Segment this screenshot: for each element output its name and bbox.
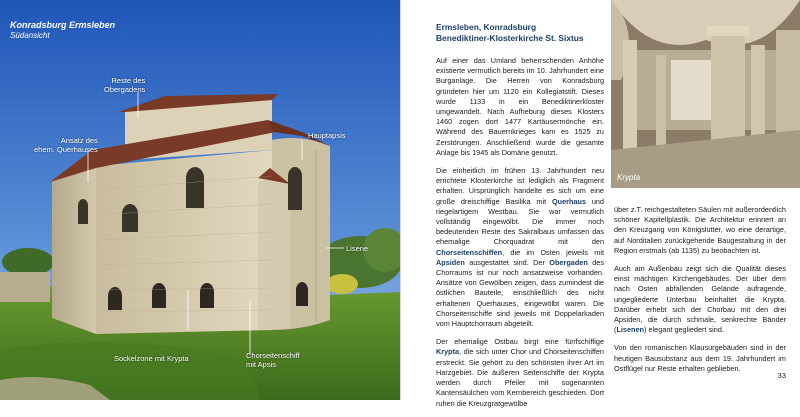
page-number: 33 [777,371,786,380]
paragraph-building: Die einheitlich im frühen 13. Jahrhundert neu errichtete Klosterkirche ist lediglich als Fragment erhalten. Ursprünglich handelte es sich um eine große dreischiffige Basilika mit Querhaus und riegelartigem Westbau. Sie war vermutlich vollständig eingewölbt. Die immer noch bedeutenden Reste des Sakralbaus umfassen das ehemalige Chorquadrat mit den Chorseitenschiffen, die im Osten jeweils mit Apsiden ausgestattet sind. Der Obergaden des Chorraums ist nur noch ansatzweise vorhanden. Ansätze von Gewölben zeigen, dass zumindest die östlichen Bauteile, einschließlich des nicht erhaltenen Querhauses, eingewölbt waren. Die Chorseitenschiffe sind jeweils mit Doppelarkaden vom Hauptchorraum abgeteilt. [436,166,604,329]
label-querhaus: Ansatz des ehem. Querhauses [34,136,98,155]
left-page [0,0,400,400]
caption-subtitle: Südansicht [10,31,50,41]
text-column-right [614,205,786,382]
paragraph-cloister: Von den romanischen Klausurgebäuden sind in der heutigen Bausubstanz aus dem 19. Jahrhundert im Ostflügel nur Reste erhalten geblieben. [614,343,786,373]
paragraph-exterior: Auch am Außenbau zeigt sich die Qualität dieses einst mächtigen Kirchengebäudes. Der über dem nach Osten abfallenden Gelände aufragende, ungegliederte Unterbau beinhaltet die Krypta. Darüber erhebt sich der Chorbau mit den drei Apsiden, die durch schmale, senkrechte Bänder (Lisenen) elegant gegliedert sind. [614,264,786,335]
paragraph-capitals: über z.T. reichgestalteten Säulen mit außerordentlich schöner Kapitellplastik. Die Architektur erinnert an den Kreuzgang von Königslutter, wo eine derartige, auf Norditalien zurückgehende Baugestaltung in der Region erstmals (ab 1135) zu beobachten ist. [614,205,786,255]
label-lisene: Lisene [346,244,369,253]
article-heading [436,22,606,44]
church-photo [0,0,400,400]
heading-place: Ermsleben, Konradsburg [436,22,537,32]
label-hauptapsis: Hauptapsis [308,131,346,140]
paragraph-history: Auf einer das Umland beherrschenden Anhöhe existierte vermutlich bereits im 10. Jahrhundert eine Burganlage. Die Herren von Konradsburg gründeten hier um 1120 ein Kollegiatstift. Dieses wurde 1133 in ein Benediktinerkloster umgewandelt. Nach Aufhebung dieses Klosters 1460 zogen dort 1477 Kartäusermönche ein. Während des Bauernkrieges kam es 1525 zu Zerstörungen. Anschließend wurde die gesamte Anlage bis 1945 als Domäne genutzt. [436,56,604,157]
text-column-left [436,56,604,417]
crypt-caption: Krypta [617,173,641,182]
garden-wall [0,272,50,302]
label-sockelzone: Sockelzone mit Krypta [114,354,189,363]
label-chorseitenschiff: Chorseitenschiff mit Apsis [246,351,300,370]
label-obergaden: Reste des Obergadens [104,76,146,95]
heading-church: Benediktiner-Klosterkirche St. Sixtus [436,32,584,43]
caption-title: Konradsburg Ermsleben [10,20,116,30]
crypt-photo [611,0,800,188]
right-page [401,0,800,408]
photo-caption [10,20,115,41]
paragraph-crypt: Der ehemalige Ostbau birgt eine fünfschiffige Krypta, die sich unter Chor und Chorseitenschiffen erstreckt. Sie gehört zu den schönsten ihrer Art im Harzgebiet. Die äußeren Seitenschiffe der Krypta werden durch Pfeiler mit sogenannten Kantensäulchen vom Kernbereich geschieden. Dort ruhen die Kreuzgratgewölbe [436,337,604,408]
